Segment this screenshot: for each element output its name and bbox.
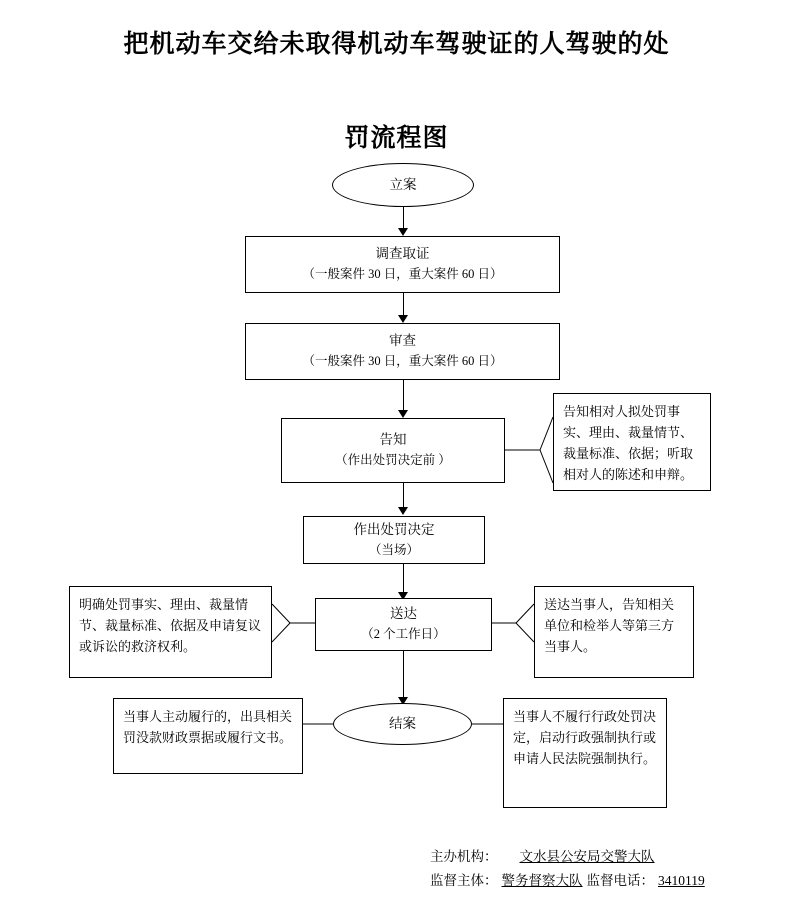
footer-phone-value: 3410119 xyxy=(658,872,705,888)
footer-row-organizer xyxy=(0,845,793,869)
node-notify-line2: （作出处罚决定前 ） xyxy=(335,453,451,468)
footer-phone-label: 监督电话： xyxy=(586,872,654,888)
node-deliver[interactable] xyxy=(315,598,492,651)
connector-deliver-end xyxy=(403,651,404,703)
node-end-label: 结案 xyxy=(389,715,416,731)
node-notify-line1: 告知 xyxy=(379,432,407,448)
note-end-right: 当事人不履行行政处罚决定，启动行政强制执行或申请人民法院强制执行。 xyxy=(503,698,667,808)
footer-organizer-value: 文水县公安局交警大队 xyxy=(519,849,655,864)
node-decision-line1: 作出处罚决定 xyxy=(353,521,435,537)
note-deliver-left: 明确处罚事实、理由、裁量情节、裁量标准、依据及申请复议或诉讼的救济权利。 xyxy=(69,586,272,678)
arrow-notify-decision xyxy=(398,507,408,515)
footer-row-supervisor xyxy=(0,869,793,893)
node-review-line2: （一般案件 30 日，重大案件 60 日） xyxy=(302,354,503,369)
arrow-review-notify xyxy=(398,410,408,418)
node-end[interactable] xyxy=(333,703,472,745)
node-deliver-line1: 送达 xyxy=(390,606,417,622)
node-investigate-line1: 调查取证 xyxy=(375,246,430,262)
node-deliver-line2: （2 个工作日） xyxy=(361,627,446,642)
footer xyxy=(0,845,793,892)
node-notify[interactable] xyxy=(281,418,505,483)
arrow-start-investigate xyxy=(398,228,408,236)
arrow-investigate-review xyxy=(398,315,408,323)
node-start-label: 立案 xyxy=(389,176,417,192)
note-deliver-right: 送达当事人，告知相关单位和检举人等第三方当事人。 xyxy=(534,586,694,678)
node-review-line1: 审查 xyxy=(389,333,416,349)
note-notify: 告知相对人拟处罚事实、理由、裁量情节、裁量标准、依据；听取相对人的陈述和申辩。 xyxy=(553,393,711,491)
footer-supervisor-label: 监督主体： xyxy=(430,872,498,888)
footer-organizer-label: 主办机构： xyxy=(430,849,498,864)
node-decision[interactable] xyxy=(303,516,485,564)
page-title-line-1: 把机动车交给未取得机动车驾驶证的人驾驶的处 xyxy=(123,30,670,58)
node-decision-line2: （当场） xyxy=(368,542,419,557)
node-start[interactable] xyxy=(332,163,474,207)
note-end-left: 当事人主动履行的，出具相关罚没款财政票据或履行文书。 xyxy=(113,698,303,774)
footer-supervisor-value: 警务督察大队 xyxy=(501,872,583,888)
node-investigate[interactable] xyxy=(245,236,560,293)
node-investigate-line2: （一般案件 30 日，重大案件 60 日） xyxy=(302,267,503,282)
node-review[interactable] xyxy=(245,323,560,380)
page-title-line-2: 罚流程图 xyxy=(344,124,449,152)
